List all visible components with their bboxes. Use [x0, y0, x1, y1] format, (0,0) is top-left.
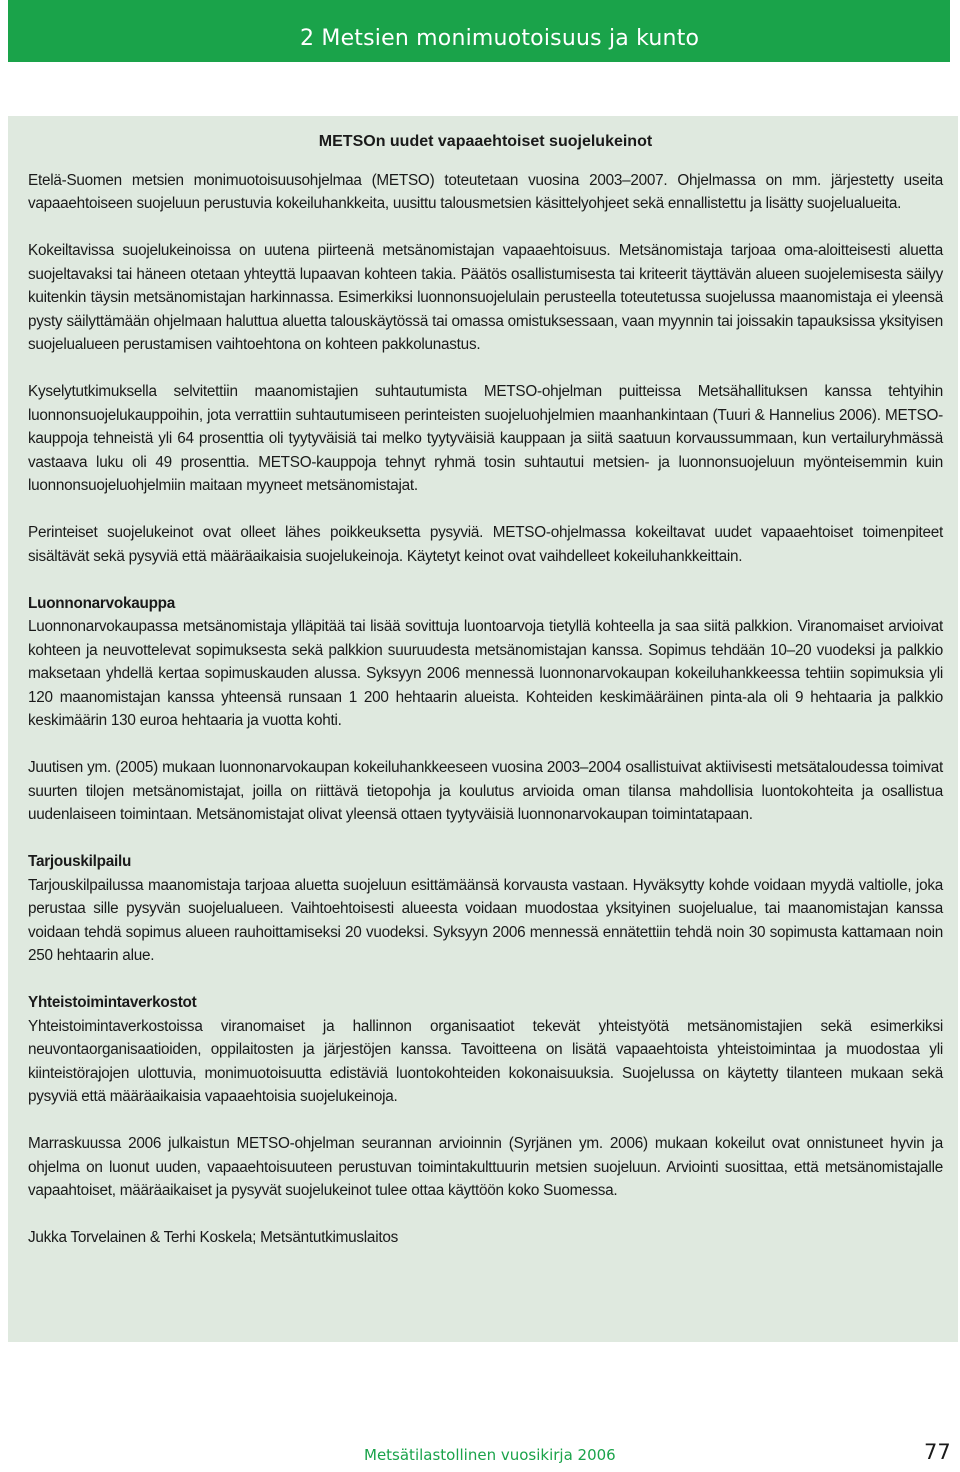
section-paragraph: Luonnonarvokaupassa metsänomistaja ylläpitää tai lisää sovittuja luontoarvoja tietyllä kohteella ja saa siitä palkkion. Viranomaiset arvioivat kohteen ja neuvottelevat sopimuksesta sekä palkkion suuruudesta metsänomistajan kanssa. Sopimus tehdään 10–20 vuodeksi ja palkkio maksetaan yhdellä kertaa sopimuskauden alussa. Syksyyn 2006 mennessä luonnonarvokaupan kokeiluhankkeessa tehtiin sopimuksia yli 120 maanomistajan kanssa yhteensä runsaan 1 200 hehtaarin alueista. Kohteiden keskimääräinen pinta-ala oli 9 hehtaaria ja palkkio keskimäärin 130 euroa hehtaaria ja vuotta kohti. [28, 618, 943, 729]
closing-paragraph: Marraskuussa 2006 julkaistun METSO-ohjelman seurannan arvioinnin (Syrjänen ym. 2006) mukaan kokeilut ovat onnistuneet hyvin ja ohjelma on luonut uuden, vapaaehtoisuuteen perustuvan toimintakulttuurin metsien suojeluun. Arviointi suosittaa, että metsänomistajalle vapaahtoiset, määräaikaiset ja pysyvät suojelukeinot tulee ottaa käyttöön koko Suomessa. [28, 1135, 943, 1199]
box-title: METSOn uudet vapaaehtoiset suojelukeinot [318, 133, 653, 150]
section-paragraph: Yhteistoimintaverkostoissa viranomaiset ja hallinnon organisaatiot tekevät yhteistyötä metsänomistajien sekä esimerkiksi neuvontaorganisaatioiden, oppilaitosten ja järjestöjen kanssa. Tavoitteena on lisätä vapaaehtoista yhteistoimintaa ja muodostaa yli kiinteistörajojen ulottuvia, monimuotoisuutta edistäviä luontokohteiden kokonaisuuksia. Suojelussa on käytetty tilanteen mukaan sekä pysyviä että määräaikaisia vapaaehtoisia suojelukeinoja. [28, 1017, 943, 1105]
chapter-title: 2 Metsien monimuotoisuus ja kunto [300, 26, 700, 51]
chapter-header-bar [8, 0, 950, 62]
section-heading-yhteistoimintaverkostot: Yhteistoimintaverkostot [28, 994, 197, 1011]
section-paragraph: Tarjouskilpailussa maanomistaja tarjoaa aluetta suojeluun esittämäänsä korvausta vastaan. Hyväksytty kohde voidaan myydä valtiolle, joka perustaa sille pysyvän suojelualueen. Vaihtoehtoisesti alueesta voidaan muodostaa yksityinen suojelualue, tai maanomistajan kanssa voidaan tehdä sopimus alueen rauhoittamiseksi 20 vuodeksi. Syksyyn 2006 mennessä ennätettiin tehdä noin 30 sopimusta kattamaan noin 250 hehtaarin alue. [28, 876, 943, 964]
publication-title: Metsätilastollinen vuosikirja 2006 [364, 1446, 616, 1464]
info-box [8, 116, 958, 1342]
authors-line: Jukka Torvelainen & Terhi Koskela; Metsäntutkimuslaitos [28, 1229, 398, 1246]
page-number: 77 [924, 1440, 951, 1464]
intro-paragraph: Kyselytutkimuksella selvitettiin maanomistajien suhtautumista METSO-ohjelman puitteissa Metsähallituksen kanssa tehtyihin luonnonsuojelukauppoihin, jota verrattiin suhtautumiseen perinteisten suojeluohjelmien maanhankintaan (Tuuri & Hannelius 2006). METSO-kauppoja tehneistä yli 64 prosenttia oli tyytyväisiä tai melko tyytyväisiä kauppaan ja siitä saatuun korvaussummaan, kun vertailuryhmässä vastaava luku oli 49 prosenttia. METSO-kauppoja tehnyt ryhmä tosin suhtautui metsien- ja luonnonsuojeluun myönteisemmin kuin luonnonsuojeluohjelmiin maitaan myyneet metsänomistajat. [28, 383, 943, 494]
section-paragraph: Juutisen ym. (2005) mukaan luonnonarvokaupan kokeiluhankkeeseen vuosina 2003–2004 osallistuivat aktiivisesti metsätaloudessa toimivat suurten tilojen metsänomistajat, joilla on riittävä tietopohja ja koulutus arvioida oman tilansa mahdollisia luontokohteita ja osallistua uudenlaiseen toimintaan. Metsänomistajat olivat yleensä ottaen tyytyväisiä luonnonarvokaupan toimintatapaan. [28, 759, 943, 823]
intro-paragraph: Etelä-Suomen metsien monimuotoisuusohjelmaa (METSO) toteutetaan vuosina 2003–2007. Ohjelmassa on mm. järjestetty useita vapaaehtoiseen suojeluun perustuvia kokeiluhankkeita, uusittu talousmetsien käsittelyohjeet sekä ennallistettu ja lisätty suojelualueita. [28, 171, 943, 212]
section-heading-tarjouskilpailu: Tarjouskilpailu [28, 853, 132, 870]
intro-paragraph: Kokeiltavissa suojelukeinoissa on uutena piirteenä metsänomistajan vapaaehtoisuus. Metsänomistaja tarjoaa oma-aloitteisesti aluetta suojeltavaksi tai häneen otetaan yhteyttä lupaavan kohteen takia. Päätös osallistumisesta tai kriteerit täyttävän alueen suojelemisesta säilyy kuitenkin täysin metsänomistajan harkinnassa. Esimerkiksi luonnonsuojelulain perusteella toteutetussa suojelussa maanomistaja ei yleensä pysty säilyttämään ohjelmaan haluttua aluetta talouskäytössä tai omassa omistuksessaan, vaan myynnin tai joissakin tapauksissa yksityisen suojelualueen perustamisen vaihtoehtona on kohteen pakkolunastus. [28, 242, 943, 353]
info-box-content [28, 130, 943, 1250]
intro-paragraph: Perinteiset suojelukeinot ovat olleet lähes poikkeuksetta pysyviä. METSO-ohjelmassa kokeiltavat uudet vapaaehtoiset toimenpiteet sisältävät sekä pysyviä että määräaikaisia suojelukeinoja. Käytetyt keinot ovat vaihdelleet kokeiluhankkeittain. [28, 524, 943, 565]
section-heading-luonnonarvokauppa: Luonnonarvokauppa [28, 594, 176, 612]
